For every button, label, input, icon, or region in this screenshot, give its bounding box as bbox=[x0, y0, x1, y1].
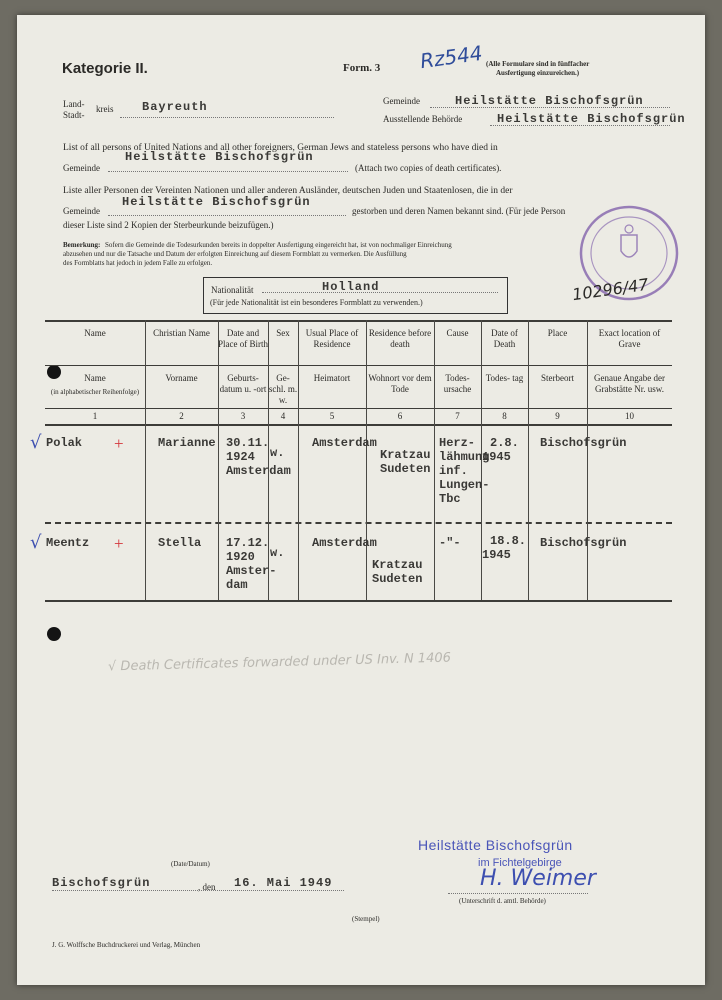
landkreis-suffix: kreis bbox=[96, 104, 114, 114]
german-intro: Liste aller Personen der Vereinten Nationen und aller anderen Ausländer, deutschen Juden und Staatenlosen, die in der bbox=[63, 186, 513, 196]
column-number-9: 9 bbox=[555, 411, 560, 421]
column-header-de-9: Sterbeort bbox=[541, 373, 574, 383]
column-header-en-5: Usual Place of Residence bbox=[305, 328, 359, 349]
row-1-birth-line: Amsterdam bbox=[226, 464, 291, 478]
column-header-de-10: Genaue Angabe der Grabstätte Nr. usw. bbox=[594, 373, 665, 394]
form-number: Form. 3 bbox=[343, 62, 381, 74]
table-column-divider bbox=[587, 320, 588, 600]
row-2-birth-line: dam bbox=[226, 578, 248, 592]
printer-imprint: J. G. Wolffsche Buchdruckerei und Verlag, München bbox=[52, 941, 201, 949]
column-header-en-3: Date and Place of Birth bbox=[218, 328, 268, 349]
date-label: (Date/Datum) bbox=[171, 860, 210, 868]
row-1-deceased-mark: + bbox=[114, 434, 124, 453]
row-2-name: Meentz bbox=[46, 536, 90, 550]
table-bottom-rule bbox=[45, 600, 672, 602]
row-2-cause-line: -"- bbox=[439, 536, 461, 550]
den-label: , den bbox=[198, 882, 216, 892]
english-intro: List of all persons of United Nations and all other foreigners, German Jews and stateless persons who have died in bbox=[63, 143, 498, 153]
column-header-de-sub-1: (in alphabetischer Reihenfolge) bbox=[50, 388, 140, 396]
row-1-death-date-line: 1945 bbox=[482, 450, 511, 464]
table-column-divider bbox=[218, 320, 219, 600]
row-1-death-date-line: 2.8. bbox=[490, 436, 519, 450]
row-2-birth-line: Amster- bbox=[226, 564, 277, 578]
gemeinde-label: Gemeinde bbox=[383, 96, 420, 106]
handwritten-reference: Rz544 bbox=[418, 40, 484, 74]
row-1-sex: w. bbox=[270, 446, 285, 460]
landkreis-label-2: Stadt- bbox=[63, 110, 85, 120]
row-1-birth-line: 1924 bbox=[226, 450, 255, 464]
row-1-first-name: Marianne bbox=[158, 436, 216, 450]
row-2-birth-line: 1920 bbox=[226, 550, 255, 564]
row-1-cause-line: inf. bbox=[439, 464, 468, 478]
row-2-residence-line: Kratzau bbox=[372, 558, 423, 572]
column-number-6: 6 bbox=[397, 411, 403, 421]
table-column-divider bbox=[528, 320, 529, 600]
table-number-rule-top bbox=[45, 408, 672, 409]
column-number-5: 5 bbox=[329, 411, 335, 421]
stempel-label: (Stempel) bbox=[352, 915, 380, 923]
row-1-home: Amsterdam bbox=[312, 436, 377, 450]
attach-note: (Attach two copies of death certificates). bbox=[355, 163, 502, 173]
column-header-de-2: Vorname bbox=[165, 373, 198, 383]
column-number-7: 7 bbox=[455, 411, 460, 421]
column-header-de-3: Geburts- datum u. -ort bbox=[219, 373, 267, 394]
column-number-1: 1 bbox=[92, 411, 98, 421]
row-2-home: Amsterdam bbox=[312, 536, 377, 550]
table-row-separator bbox=[45, 522, 672, 524]
gemeinde2-value: Heilstätte Bischofsgrün bbox=[125, 150, 314, 164]
column-header-en-4: Sex bbox=[276, 328, 290, 338]
remark-line-2: abzusehen und nur die Tatsache und Datum der erfolgten Einreichung auf diesem Formblatt zu vermerken. Die Ausfüllung bbox=[63, 250, 407, 258]
institution-stamp-line-2: im Fichtelgebirge bbox=[478, 857, 562, 869]
row-1-residence-line: Sudeten bbox=[380, 462, 431, 476]
copies-note-1: (Alle Formulare sind in fünffacher bbox=[486, 60, 590, 68]
signature: H. Weimer bbox=[480, 866, 596, 891]
nationality-label: Nationalität bbox=[211, 285, 254, 295]
column-header-en-6: Residence before death bbox=[368, 328, 432, 349]
column-header-en-7: Cause bbox=[446, 328, 469, 338]
row-1-birth-line: 30.11. bbox=[226, 436, 270, 450]
row-2-place: Bischofsgrün bbox=[540, 536, 627, 550]
table-column-divider bbox=[268, 320, 269, 600]
column-header-en-8: Date of Death bbox=[491, 328, 518, 349]
row-1-place: Bischofsgrün bbox=[540, 436, 627, 450]
row-1-cause-line: lähmung bbox=[439, 450, 490, 464]
institution-stamp-line-1: Heilstätte Bischofsgrün bbox=[418, 837, 573, 853]
row-2-sex: w. bbox=[270, 546, 285, 560]
row-1-residence-line: Kratzau bbox=[380, 448, 431, 462]
table-column-divider bbox=[298, 320, 299, 600]
column-header-en-2: Christian Name bbox=[153, 328, 210, 338]
table-header-divider bbox=[45, 365, 672, 366]
row-1-cause-line: Herz- bbox=[439, 436, 476, 450]
row-2-death-date-line: 18.8. bbox=[490, 534, 527, 548]
column-header-en-9: Place bbox=[547, 328, 568, 338]
landkreis-label-1: Land- bbox=[63, 99, 85, 109]
column-number-4: 4 bbox=[280, 411, 286, 421]
nationality-value: Holland bbox=[322, 280, 380, 294]
row-2-birth-line: 17.12. bbox=[226, 536, 270, 550]
category-title: Kategorie II. bbox=[62, 60, 148, 77]
row-1-cause-line: Lungen- bbox=[439, 478, 490, 492]
remark-line-1: Sofern die Gemeinde die Todesurkunden bereits in doppelter Ausfertigung eingereicht hat, ist von nochmaliger Einreichung bbox=[105, 241, 452, 249]
date-value: 16. Mai 1949 bbox=[234, 876, 333, 890]
column-header-de-5: Heimatort bbox=[313, 373, 351, 383]
gemeinde-value: Heilstätte Bischofsgrün bbox=[455, 94, 644, 108]
column-header-de-4: Ge- schl. m. w. bbox=[268, 373, 298, 405]
remark-label: Bemerkung: bbox=[63, 241, 101, 249]
table-column-divider bbox=[366, 320, 367, 600]
pencil-note: √ Death Certificates forwarded under US Inv. N 1406 bbox=[107, 650, 452, 675]
column-header-de-6: Wohnort vor dem Tode bbox=[368, 373, 432, 394]
column-number-8: 8 bbox=[502, 411, 507, 421]
column-header-de-1: Name bbox=[84, 373, 106, 383]
column-number-3: 3 bbox=[240, 411, 246, 421]
document-page bbox=[17, 15, 705, 985]
row-2-first-name: Stella bbox=[158, 536, 202, 550]
signature-label: (Unterschrift d. amtl. Behörde) bbox=[459, 897, 546, 905]
row-1-name: Polak bbox=[46, 436, 83, 450]
column-header-de-7: Todes- ursache bbox=[443, 373, 472, 394]
row-2-residence-line: Sudeten bbox=[372, 572, 423, 586]
behoerde-value: Heilstätte Bischofsgrün bbox=[497, 112, 686, 126]
row-2-deceased-mark: + bbox=[114, 534, 124, 553]
table-top-rule bbox=[45, 320, 672, 322]
table-number-rule-bottom bbox=[45, 424, 672, 426]
table-column-divider bbox=[145, 320, 146, 600]
gemeinde3-label: Gemeinde bbox=[63, 206, 100, 216]
row-2-death-date-line: 1945 bbox=[482, 548, 511, 562]
behoerde-label: Ausstellende Behörde bbox=[383, 114, 463, 124]
column-header-en-10: Exact location of Grave bbox=[598, 328, 661, 349]
gemeinde2-label: Gemeinde bbox=[63, 163, 100, 173]
column-header-en-1: Name bbox=[84, 328, 106, 338]
punch-hole-bottom bbox=[47, 627, 61, 641]
remark-line-3: des Formblatts hat jedoch in jedem Falle zu erfolgen. bbox=[63, 259, 213, 267]
german-died: gestorben und deren Namen bekannt sind. (Für jede Person bbox=[352, 206, 566, 216]
row-1-cause-line: Tbc bbox=[439, 492, 461, 506]
gemeinde3-value: Heilstätte Bischofsgrün bbox=[122, 195, 311, 209]
column-number-2: 2 bbox=[179, 411, 184, 421]
stamp-number: 10296/47 bbox=[571, 274, 650, 305]
column-number-10: 10 bbox=[625, 411, 634, 421]
column-header-de-8: Todes- tag bbox=[485, 373, 524, 383]
table-column-divider bbox=[434, 320, 435, 600]
copies-note-2: Ausfertigung einzureichen.) bbox=[496, 69, 580, 77]
place-value: Bischofsgrün bbox=[52, 876, 151, 890]
row-2-check: √ bbox=[30, 532, 42, 553]
nationality-note: (Für jede Nationalität ist ein besonderes Formblatt zu verwenden.) bbox=[210, 298, 423, 307]
row-1-check: √ bbox=[30, 432, 42, 453]
landkreis-value: Bayreuth bbox=[142, 100, 208, 114]
german-copies: dieser Liste sind 2 Kopien der Sterbeurkunde beizufügen.) bbox=[63, 220, 274, 230]
